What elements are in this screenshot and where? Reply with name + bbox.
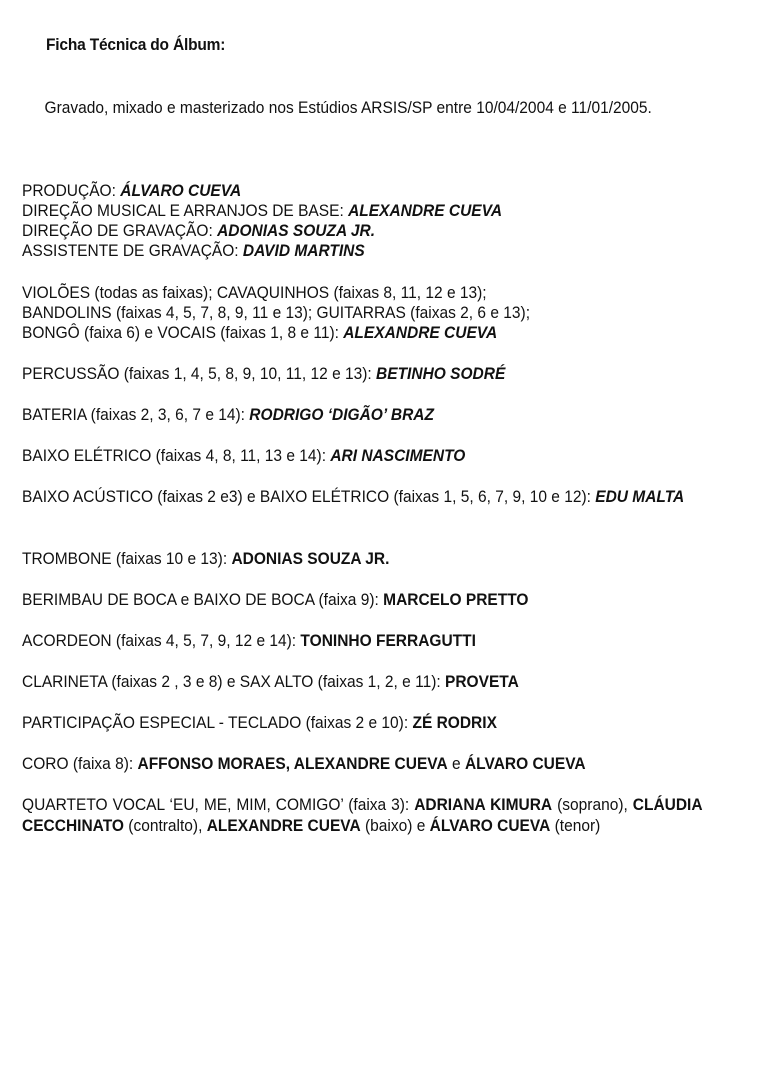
- credit-keyboard: [22, 713, 497, 734]
- credit-role: DIREÇÃO DE GRAVAÇÃO:: [22, 222, 218, 240]
- credit-person: ARI NASCIMENTO: [330, 447, 466, 465]
- credit-electric-bass: [22, 446, 465, 467]
- credit-person: ADONIAS SOUZA JR.: [231, 550, 390, 568]
- credit-drums: [22, 405, 434, 426]
- credit-trombone: [22, 549, 389, 570]
- credit-role: QUARTETO VOCAL ‘EU, ME, MIM, COMIGO’ (faixa 3):: [22, 796, 415, 814]
- credit-accordion: [22, 631, 476, 652]
- credit-role: BONGÔ (faixa 6) e VOCAIS (faixas 1, 8 e 11):: [22, 324, 344, 342]
- credit-role: PARTICIPAÇÃO ESPECIAL - TECLADO (faixas 2 e 10):: [22, 714, 413, 732]
- credit-role: CORO (faixa 8):: [22, 755, 138, 773]
- credit-person: ALEXANDRE CUEVA: [343, 324, 498, 342]
- credit-berimbau: [22, 590, 528, 611]
- credit-role: DIREÇÃO MUSICAL E ARRANJOS DE BASE:: [22, 202, 349, 220]
- credit-person: ÁLVARO CUEVA: [120, 182, 242, 200]
- credit-role: BAIXO ACÚSTICO (faixas 2 e3) e BAIXO ELÉTRICO (faixas 1, 5, 6, 7, 9, 10 e 12):: [22, 488, 596, 506]
- credit-acoustic-bass: [22, 487, 703, 508]
- credit-recording-assistant: [22, 241, 365, 262]
- voice-type: (soprano),: [552, 796, 633, 814]
- credit-person: AFFONSO MORAES, ALEXANDRE CUEVA: [137, 755, 448, 773]
- credit-person: RODRIGO ‘DIGÃO’ BRAZ: [249, 406, 434, 424]
- credit-role: ASSISTENTE DE GRAVAÇÃO:: [22, 242, 243, 260]
- credit-recording-direction: [22, 221, 375, 242]
- credit-person: DAVID MARTINS: [242, 242, 365, 260]
- credit-person: MARCELO PRETTO: [383, 591, 529, 609]
- voice-type: (baixo) e: [360, 816, 430, 835]
- credit-person: EDU MALTA: [595, 488, 685, 506]
- credit-person: TONINHO FERRAGUTTI: [300, 632, 476, 650]
- credit-role: BERIMBAU DE BOCA e BAIXO DE BOCA (faixa 9):: [22, 591, 384, 609]
- credit-musical-direction: [22, 201, 502, 222]
- credit-role: PRODUÇÃO:: [22, 182, 121, 200]
- credit-person: ALEXANDRE CUEVA: [348, 202, 503, 220]
- credit-person: CLÁUDIA CECCHINATO: [22, 796, 703, 835]
- credit-percussion: [22, 364, 505, 385]
- credit-role: CLARINETA (faixas 2 , 3 e 8) e SAX ALTO (faixas 1, 2, e 11):: [22, 673, 445, 691]
- credit-person: ALEXANDRE CUEVA: [206, 816, 361, 835]
- credit-role: BAIXO ELÉTRICO (faixas 4, 8, 11, 13 e 14):: [22, 447, 331, 465]
- credit-role: PERCUSSÃO (faixas 1, 4, 5, 8, 9, 10, 11, 12 e 13):: [22, 365, 377, 383]
- credit-person: BETINHO SODRÉ: [376, 365, 506, 383]
- credit-vocal-quartet: [22, 795, 703, 836]
- credit-person: ÁLVARO CUEVA: [429, 816, 551, 835]
- credit-choir: [22, 754, 586, 775]
- credit-production: [22, 181, 241, 202]
- credit-conjunction: e: [447, 755, 465, 773]
- credit-role: ACORDEON (faixas 4, 5, 7, 9, 12 e 14):: [22, 632, 301, 650]
- credit-person: ÁLVARO CUEVA: [464, 755, 586, 773]
- instruments-line-3: [22, 323, 497, 344]
- credit-person: ADRIANA KIMURA: [414, 796, 553, 814]
- credit-person: ADONIAS SOUZA JR.: [217, 222, 376, 240]
- document-title: Ficha Técnica do Álbum:: [46, 36, 226, 54]
- credit-person: PROVETA: [444, 673, 519, 691]
- instruments-line-1: VIOLÕES (todas as faixas); CAVAQUINHOS (faixas 8, 11, 12 e 13);: [22, 284, 487, 302]
- credit-role: BATERIA (faixas 2, 3, 6, 7 e 14):: [22, 406, 250, 424]
- voice-type: (contralto),: [123, 816, 207, 835]
- credit-clarinet-sax: [22, 672, 519, 693]
- credit-role: TROMBONE (faixas 10 e 13):: [22, 550, 232, 568]
- recording-info: Gravado, mixado e masterizado nos Estúdios ARSIS/SP entre 10/04/2004 e 11/01/2005.: [44, 99, 652, 117]
- voice-type: (tenor): [550, 816, 601, 835]
- instruments-line-2: BANDOLINS (faixas 4, 5, 7, 8, 9, 11 e 13); GUITARRAS (faixas 2, 6 e 13);: [22, 304, 531, 322]
- credit-person: ZÉ RODRIX: [412, 714, 497, 732]
